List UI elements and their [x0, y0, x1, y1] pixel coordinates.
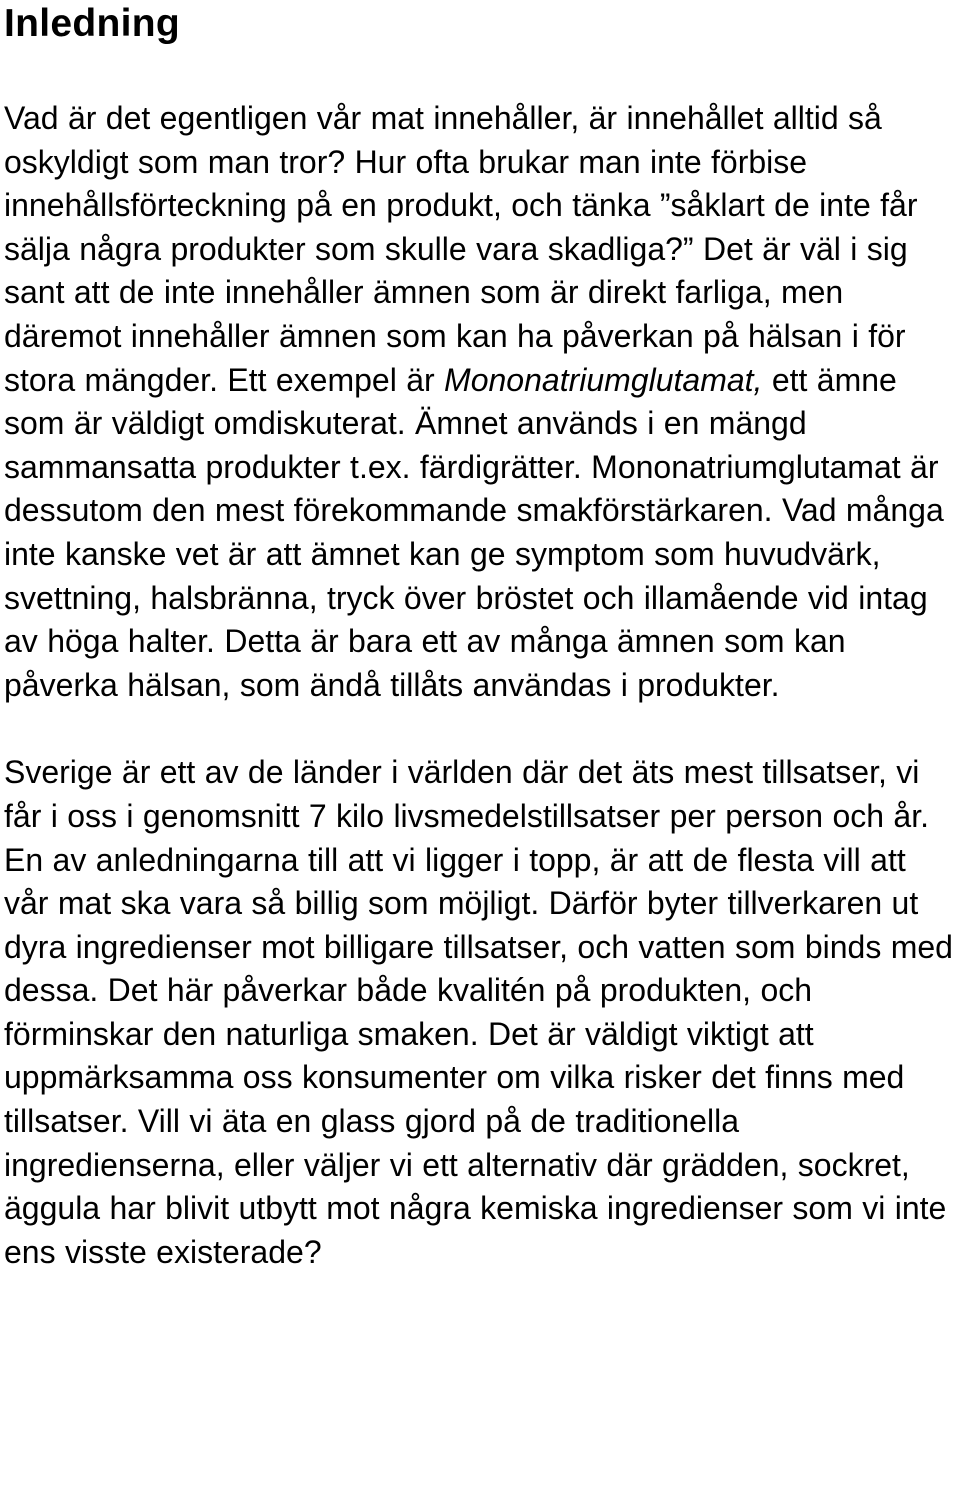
paragraph-sweden: Sverige är ett av de länder i världen där det äts mest tillsatser, vi får i oss i genomsnitt 7 kilo livsmedelstillsatser per person och år. En av anledningarna till att vi ligger i topp, är att de flesta vill att vår mat ska vara så billig som möjligt. Därför byter tillverkaren ut dyra ingredienser mot billigare tillsatser, och vatten som binds med dessa. Det här påverkar både kvalitén på produkten, och förminskar den naturliga smaken. Det är väldigt viktigt att uppmärksamma oss konsumenter om vilka risker det finns med tillsatser. Vill vi äta en glass gjord på de traditionella ingredienserna, eller väljer vi ett alternativ där grädden, sockret, äggula har blivit utbytt mot några kemiska ingredienser som vi inte ens visste existerade?: [4, 754, 953, 1270]
emphasized-term: Mononatriumglutamat,: [444, 361, 763, 398]
paragraph-intro-text-start: Vad är det egentligen vår mat innehåller, är innehållet alltid så oskyldigt som man tror? Hur ofta brukar man inte förbise innehållsförteckning på en produkt, och tänka ”såklart de inte får sälja några produkter som skulle vara skadliga?” Det är väl i sig sant att de inte innehåller ämnen som är direkt farliga, men däremot innehåller ämnen som kan ha påverkan på hälsan i för stora mängder. Ett exempel är: [4, 100, 918, 398]
paragraph-intro-text-end: ett ämne som är väldigt omdiskuterat. Ämnet används i en mängd sammansatta produkter t.ex. färdigrätter. Mononatriumglutamat är dessutom den mest förekommande smakförstärkaren. Vad många inte kanske vet är att ämnet kan ge symptom som huvudvärk, svettning, halsbränna, tryck över bröstet och illamående vid intag av höga halter. Detta är bara ett av många ämnen som kan påverka hälsan, som ändå tillåts användas i produkter.: [4, 361, 944, 703]
paragraph-intro: [4, 97, 956, 707]
section-heading: Inledning: [4, 2, 181, 45]
document-page: [4, 0, 956, 1274]
